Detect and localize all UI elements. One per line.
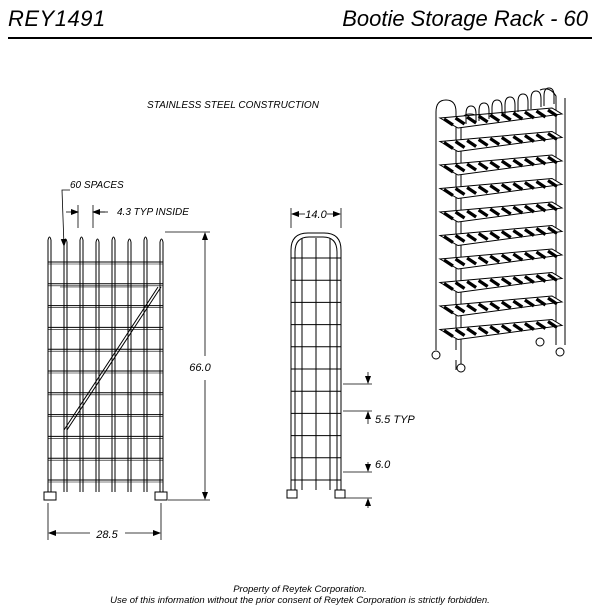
clearance-dimension: 6.0 <box>375 459 391 471</box>
width-dimension: 28.5 <box>96 529 118 541</box>
construction-note: STAINLESS STEEL CONSTRUCTION <box>147 100 319 111</box>
side-view <box>287 233 345 498</box>
footer-property: Property of Reytek Corporation. <box>233 584 367 595</box>
front-left-foot <box>44 492 56 500</box>
isometric-arch <box>544 88 554 106</box>
caster-front-left <box>432 351 440 359</box>
spacing-dimension: 5.5 TYP <box>375 414 415 426</box>
front-post-cap <box>64 239 67 242</box>
front-post-cap <box>160 239 163 242</box>
front-post-cap <box>144 237 147 240</box>
side-left-foot <box>287 490 297 498</box>
footer-disclaimer: Use of this information without the prior consent of Reytek Corporation is strictly forbidden. <box>110 595 490 606</box>
isometric-arch <box>518 94 528 112</box>
front-annotations <box>48 190 210 540</box>
front-post-cap <box>80 237 83 240</box>
height-dimension: 66.0 <box>189 362 211 374</box>
spaces-note: 60 SPACES <box>70 180 124 191</box>
side-view-grid <box>291 238 341 490</box>
caster-back-right <box>556 348 564 356</box>
front-post-cap <box>128 239 131 242</box>
front-right-foot <box>155 492 167 500</box>
side-right-foot <box>335 490 345 498</box>
isometric-view <box>432 88 565 372</box>
front-post-cap <box>112 237 115 240</box>
isometric-shelves <box>440 108 562 340</box>
drawing-code: REY1491 <box>8 6 106 31</box>
drawing-title: Bootie Storage Rack - 60 <box>342 6 588 31</box>
front-view-posts <box>48 237 163 492</box>
caster-front-right <box>457 364 465 372</box>
isometric-arch <box>531 91 541 109</box>
caster-back-left <box>536 338 544 346</box>
front-view <box>44 237 167 500</box>
side-annotations <box>291 208 372 508</box>
inside-width-note: 4.3 TYP INSIDE <box>117 207 189 218</box>
front-post-cap <box>96 239 99 242</box>
front-post-cap <box>48 237 51 240</box>
depth-dimension: 14.0 <box>305 209 327 221</box>
